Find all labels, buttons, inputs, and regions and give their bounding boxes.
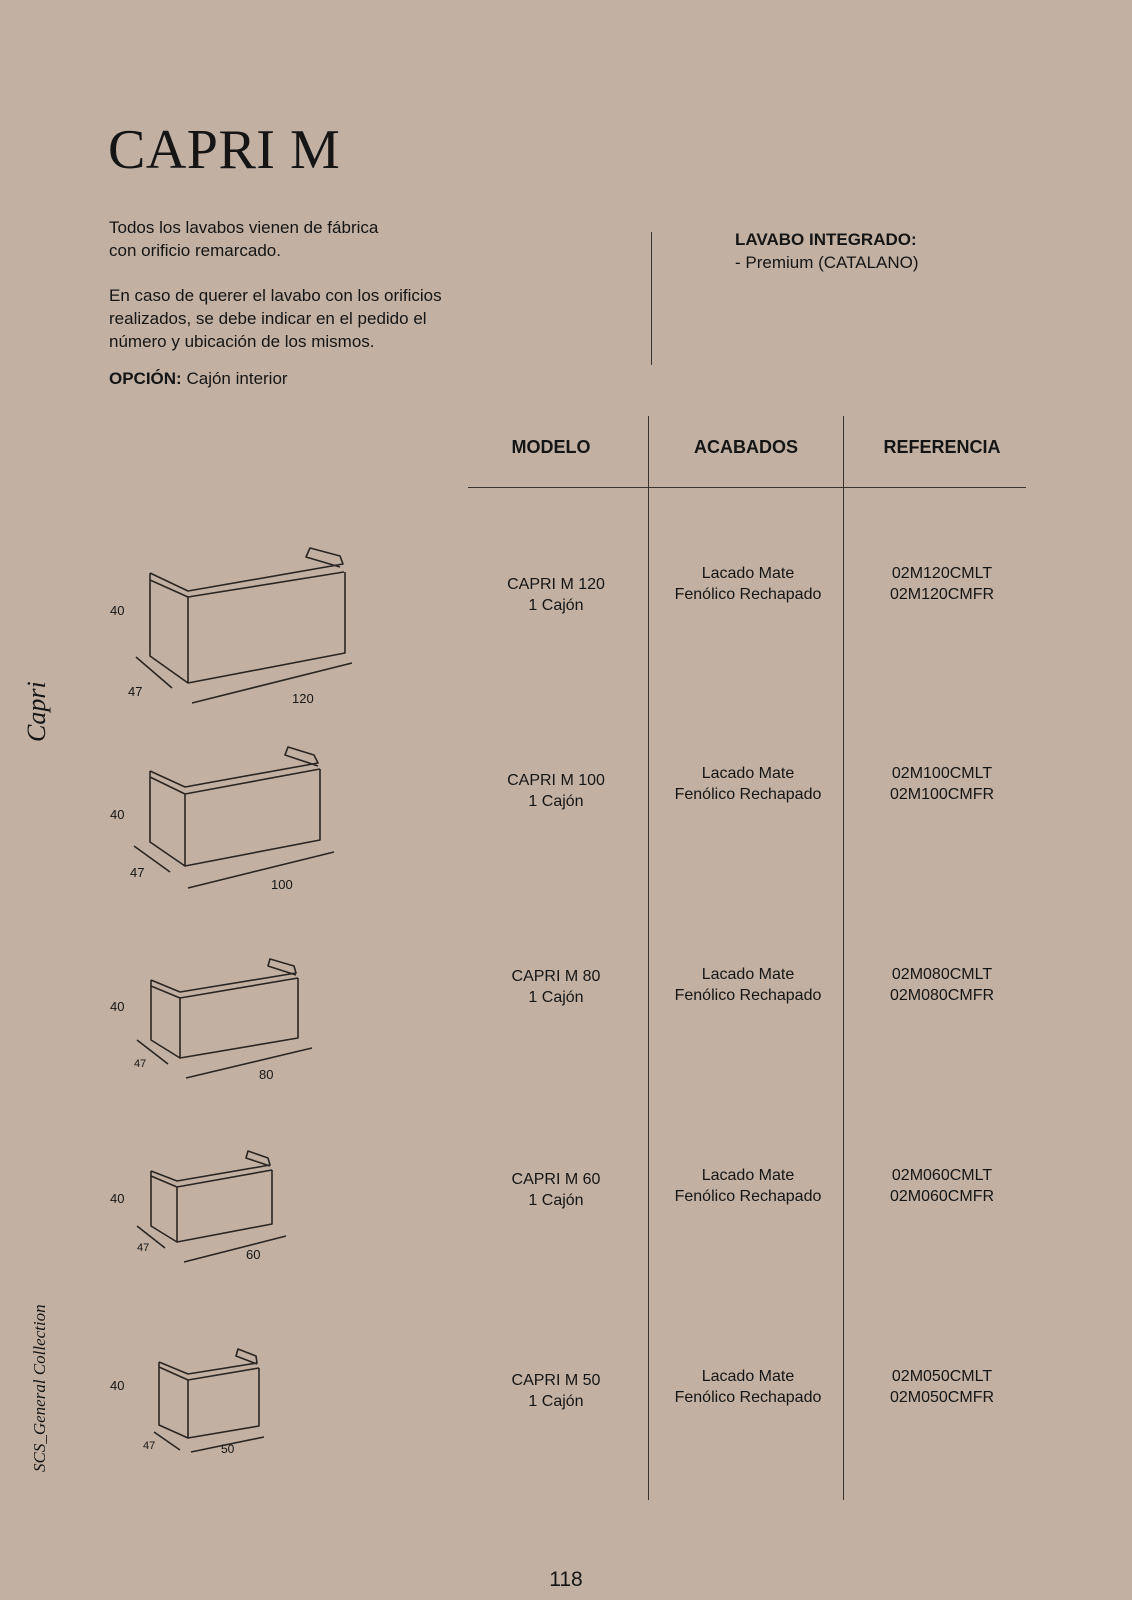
reference-code: 02M080CMLT [891,966,993,983]
side-label-capri: Capri [22,681,51,742]
model-name: CAPRI M 100 [507,772,605,789]
model-cell [486,574,626,616]
finish-cell [658,1366,838,1408]
intro-line: número y ubicación de los mismos. [109,332,375,351]
header-referencia: REFERENCIA [883,437,1001,457]
finish-cell [658,563,838,605]
reference-cell [862,763,1022,805]
side-label-collection: SCS_General Collection [30,1304,49,1472]
reference-code: 02M060CMFR [889,1188,995,1205]
drawer-count: 1 Cajón [528,989,584,1006]
width-label: 120 [292,691,314,706]
model-name: CAPRI M 50 [511,1372,601,1389]
reference-cell [862,1165,1022,1207]
finish-option: Fenólico Rechapado [674,1188,822,1205]
drawer-count: 1 Cajón [528,793,584,810]
page-number: 118 [549,1568,583,1591]
reference-cell [862,1366,1022,1408]
model-name: CAPRI M 120 [507,576,605,593]
depth-label: 47 [143,1440,156,1452]
height-label: 40 [110,807,125,822]
intro-line: Todos los lavabos vienen de fábrica [109,218,379,237]
width-label: 100 [271,877,293,892]
reference-code: 02M050CMFR [889,1389,995,1406]
finish-option: Lacado Mate [701,765,795,782]
reference-code: 02M120CMFR [889,586,995,603]
drawer-count: 1 Cajón [528,1393,584,1410]
intro-line: con orificio remarcado. [109,241,281,260]
finish-option: Fenólico Rechapado [674,987,822,1004]
drawer-count: 1 Cajón [528,597,584,614]
depth-label: 47 [137,1242,150,1254]
model-name: CAPRI M 80 [511,968,601,985]
width-label: 60 [246,1247,261,1262]
table-column-divider [648,416,649,1500]
model-cell [486,770,626,812]
reference-code: 02M080CMFR [889,987,995,1004]
reference-code: 02M060CMLT [891,1167,993,1184]
option-value: Cajón interior [186,369,288,388]
page-title: CAPRI M [108,119,341,181]
height-label: 40 [110,1191,125,1206]
finish-cell [658,1165,838,1207]
intro-line: realizados, se debe indicar en el pedido el [109,309,427,328]
model-name: CAPRI M 60 [511,1171,601,1188]
finish-option: Lacado Mate [701,966,795,983]
drawer-count: 1 Cajón [528,1192,584,1209]
reference-cell [862,964,1022,1006]
height-label: 40 [110,603,125,618]
header-modelo: MODELO [511,437,591,457]
reference-code: 02M120CMLT [891,565,993,582]
height-label: 40 [110,999,125,1014]
intro-line: En caso de querer el lavabo con los orificios [109,286,442,305]
reference-code: 02M050CMLT [891,1368,993,1385]
cabinet-drawing [0,0,1,1]
header-acabados: ACABADOS [693,437,798,457]
table-header-rule [468,487,1026,488]
finish-option: Fenólico Rechapado [674,786,822,803]
reference-code: 02M100CMFR [889,786,995,803]
finish-option: Fenólico Rechapado [674,1389,822,1406]
model-cell [486,1370,626,1412]
depth-label: 47 [134,1058,147,1070]
intro-text [109,216,529,412]
intro-divider [651,232,652,365]
lavabo-info [735,228,919,274]
width-label: 80 [259,1067,274,1082]
depth-label: 47 [128,684,143,699]
finish-cell [658,964,838,1006]
height-label: 40 [110,1378,125,1393]
reference-cell [862,563,1022,605]
finish-option: Lacado Mate [701,565,795,582]
finish-cell [658,763,838,805]
lavabo-value: - Premium (CATALANO) [735,253,919,272]
table-column-divider [843,416,844,1500]
option-label: OPCIÓN: [109,369,182,388]
reference-code: 02M100CMLT [891,765,993,782]
model-cell [486,1169,626,1211]
lavabo-label: LAVABO INTEGRADO: [735,230,917,249]
depth-label: 47 [130,865,145,880]
model-cell [486,966,626,1008]
finish-option: Fenólico Rechapado [674,586,822,603]
finish-option: Lacado Mate [701,1368,795,1385]
finish-option: Lacado Mate [701,1167,795,1184]
width-label: 50 [221,1442,235,1456]
